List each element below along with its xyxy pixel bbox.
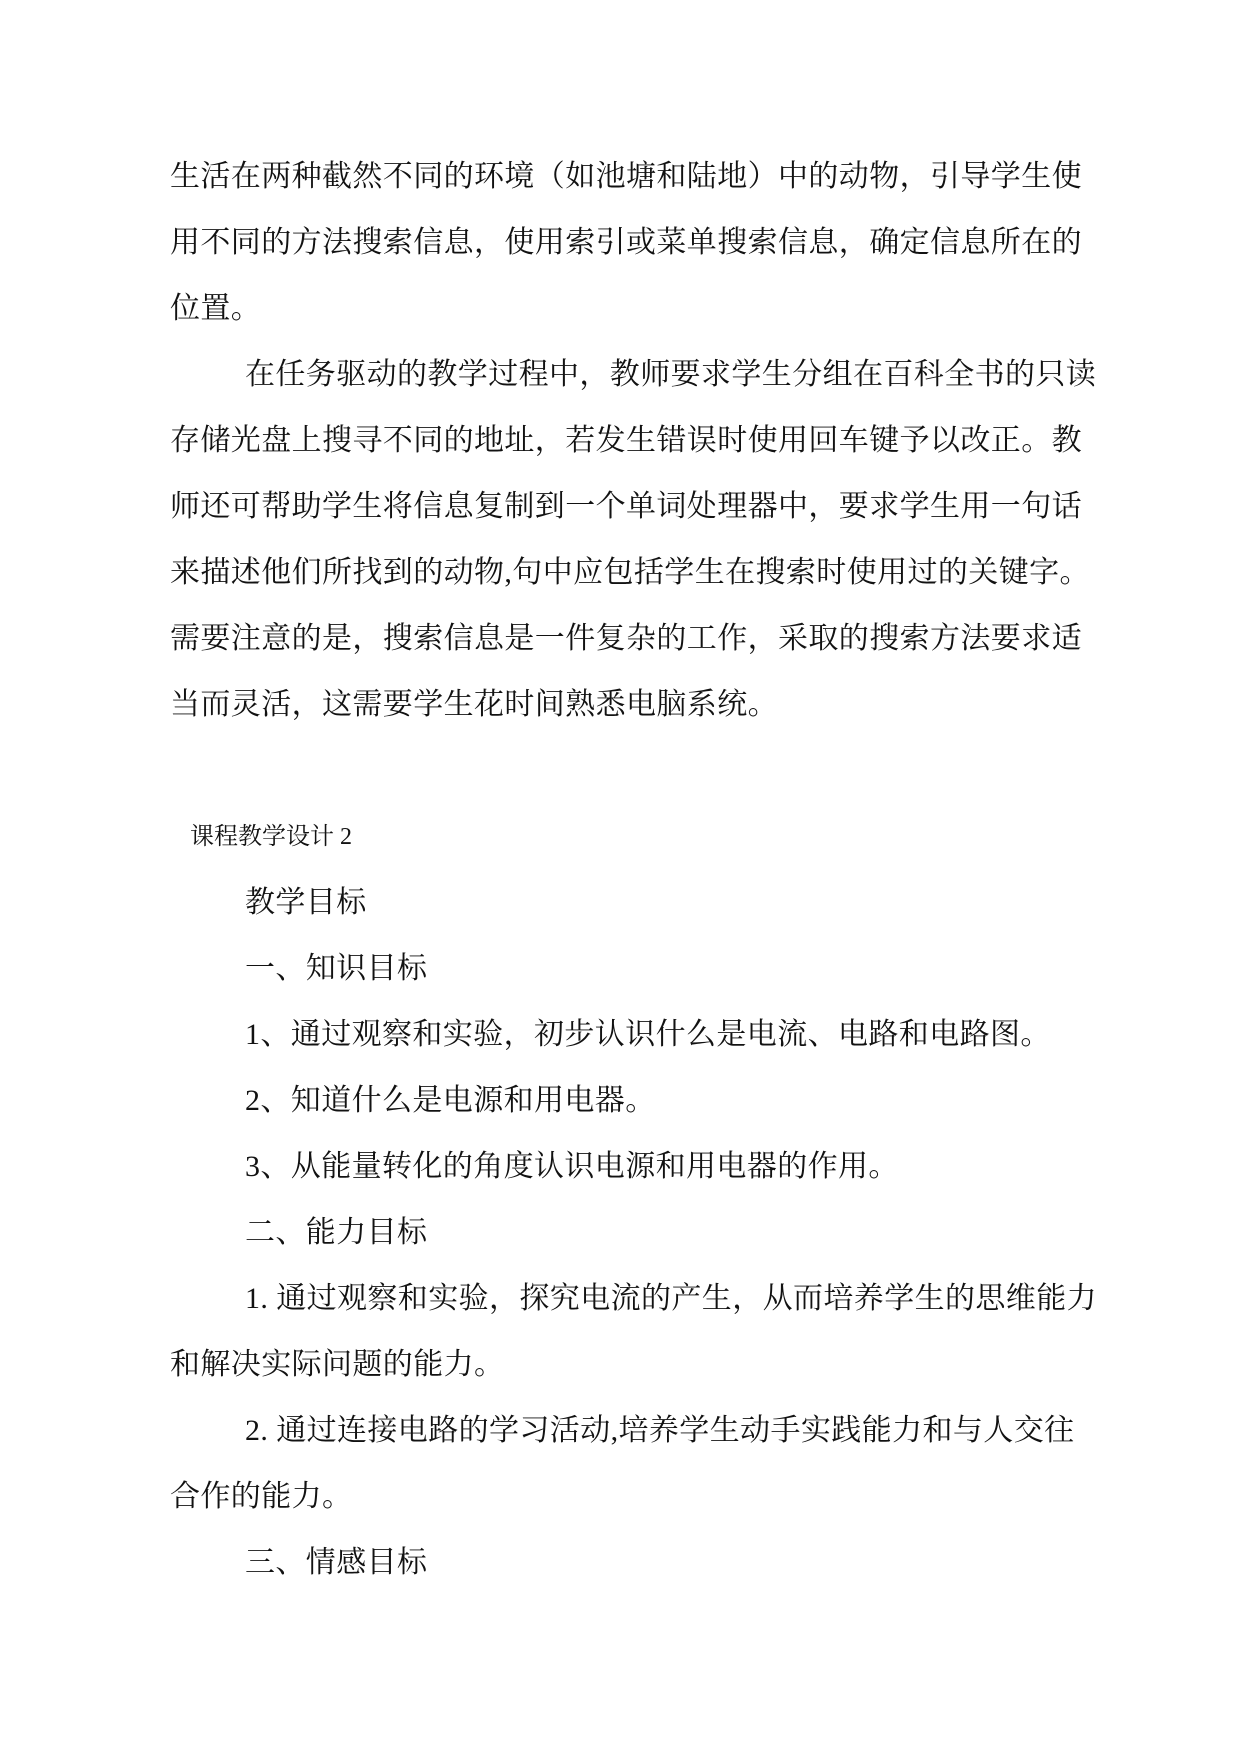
list-item-continuation-line: 和解决实际问题的能力。 — [170, 1348, 505, 1381]
paragraph-line: 在任务驱动的教学过程中，教师要求学生分组在百科全书的只读 — [245, 358, 1097, 391]
paragraph-line: 当而灵活，这需要学生花时间熟悉电脑系统。 — [170, 688, 778, 721]
ability-objectives-heading-line: 二、能力目标 — [245, 1216, 428, 1249]
task-paragraph — [170, 342, 1101, 738]
list-item-line: 2. 通过连接电路的学习活动,培养学生动手实践能力和与人交往 — [245, 1414, 1075, 1447]
paragraph-line: 生活在两种截然不同的环境（如池塘和陆地）中的动物，引导学生使 — [170, 160, 1082, 193]
paragraph-line: 师还可帮助学生将信息复制到一个单词处理器中，要求学生用一句话 — [170, 490, 1082, 523]
objectives-title-line: 教学目标 — [245, 886, 367, 919]
paragraph-line: 来描述他们所找到的动物,句中应包括学生在搜索时使用过的关键字。 — [170, 556, 1090, 589]
emotion-objectives-heading-line: 三、情感目标 — [245, 1546, 428, 1579]
intro-paragraph — [170, 144, 1101, 342]
objectives-section — [170, 870, 1101, 1596]
list-item-line: 2、知道什么是电源和用电器。 — [245, 1084, 656, 1117]
list-item-line: 3、从能量转化的角度认识电源和用电器的作用。 — [245, 1150, 899, 1183]
paragraph-line: 位置。 — [170, 292, 262, 325]
list-item-line: 1. 通过观察和实验，探究电流的产生，从而培养学生的思维能力 — [245, 1282, 1097, 1315]
paragraph-line: 用不同的方法搜索信息，使用索引或菜单搜索信息，确定信息所在的 — [170, 226, 1082, 259]
list-item-line: 1、通过观察和实验，初步认识什么是电流、电路和电路图。 — [245, 1018, 1051, 1051]
paragraph-spacer — [170, 738, 1101, 804]
list-item-continuation-line: 合作的能力。 — [170, 1480, 353, 1513]
paragraph-line: 需要注意的是，搜索信息是一件复杂的工作，采取的搜索方法要求适 — [170, 622, 1082, 655]
knowledge-objectives-heading-line: 一、知识目标 — [245, 952, 428, 985]
paragraph-line: 存储光盘上搜寻不同的地址，若发生错误时使用回车键予以改正。教 — [170, 424, 1082, 457]
section-heading: 课程教学设计 2 — [190, 824, 352, 850]
